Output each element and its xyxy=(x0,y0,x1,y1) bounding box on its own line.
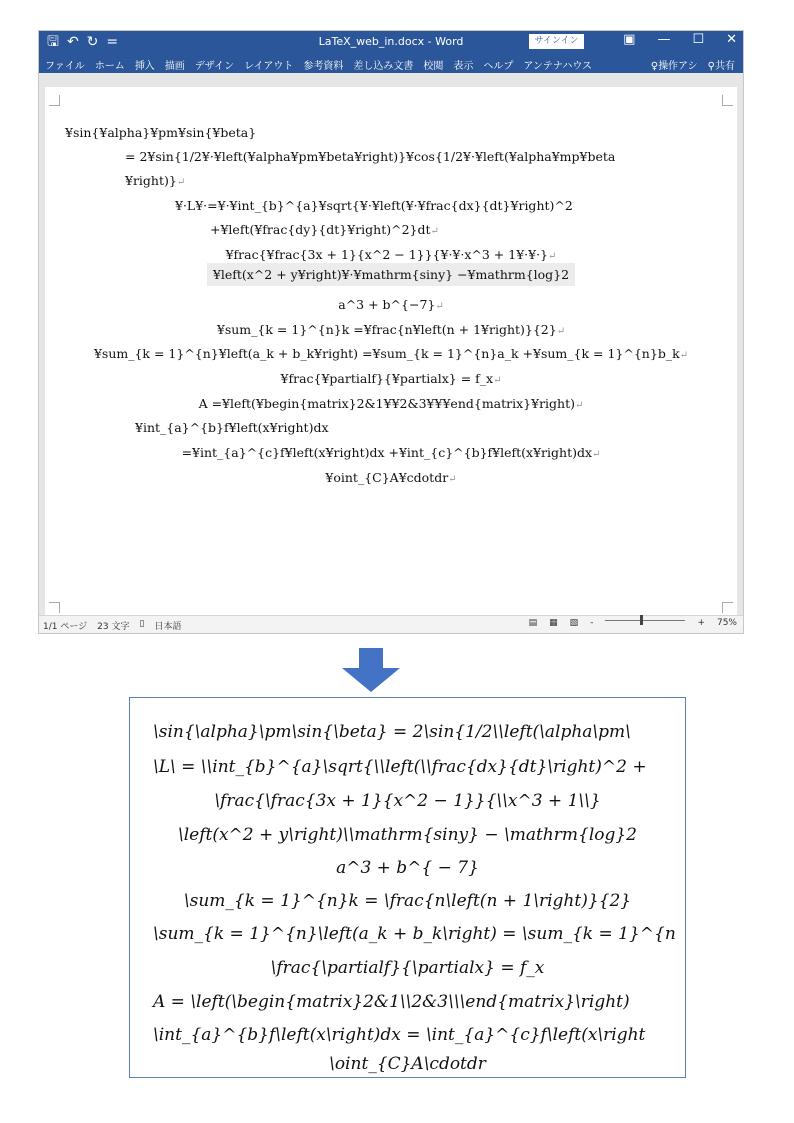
margin-corner-mark xyxy=(722,95,733,106)
document-line: ¥frac{¥partialf}{¥partialx} = f_x↵ xyxy=(280,371,502,386)
output-line: \oint_{C}A\cdotdr xyxy=(329,1054,486,1074)
output-line: \sin{\alpha}\pm\sin{\beta} = 2\sin{1/2\\left(\alpha\pm\ xyxy=(153,722,631,742)
document-line: ¥right)}↵ xyxy=(125,173,186,188)
output-line: \sum_{k = 1}^{n}k = \frac{n\left(n + 1\right)}{2} xyxy=(183,891,632,911)
document-line: ¥oint_{C}A¥cdotdr↵ xyxy=(325,470,457,485)
document-area xyxy=(39,73,743,618)
zoom-slider[interactable] xyxy=(605,620,685,621)
sign-in-button[interactable]: サインイン xyxy=(529,34,584,49)
window-controls xyxy=(623,32,737,47)
page-count[interactable]: 1/1 ページ xyxy=(43,622,88,632)
tab-insert[interactable]: 挿入 xyxy=(134,61,155,72)
window-title: LaTeX_web_in.docx - Word xyxy=(318,35,464,48)
output-line: \sum_{k = 1}^{n}\left(a_k + b_k\right) = \sum_{k = 1}^{n xyxy=(153,924,676,944)
output-line: \L\ = \\int_{b}^{a}\sqrt{\\left(\\frac{dx}{dt}\right)^2 + xyxy=(153,757,647,777)
tab-help[interactable]: ヘルプ xyxy=(483,61,514,72)
save-icon[interactable]: 🖫 xyxy=(47,34,59,50)
proofing-icon[interactable]: ▯ xyxy=(139,619,145,629)
output-line: \left(x^2 + y\right)\\mathrm{siny} − \mathrm{log}2 xyxy=(177,825,638,845)
zoom-out-button[interactable]: - xyxy=(590,618,594,628)
read-mode-icon[interactable]: ▤ xyxy=(528,618,538,628)
close-icon[interactable]: ✕ xyxy=(726,32,737,47)
paragraph-mark: ↵ xyxy=(592,449,601,460)
share-button[interactable]: ⚲共有 xyxy=(707,61,735,72)
tell-me-box[interactable]: ♀操作アシ xyxy=(650,61,698,72)
document-line: ¥sum_{k = 1}^{n}k =¥frac{n¥left(n + 1¥right)}{2}↵ xyxy=(216,322,566,337)
maximize-icon[interactable]: ☐ xyxy=(692,32,705,47)
lightbulb-icon: ♀ xyxy=(650,61,659,72)
paragraph-mark: ↵ xyxy=(435,301,444,312)
person-icon: ⚲ xyxy=(707,61,715,72)
margin-corner-mark xyxy=(49,602,60,613)
output-line: \int_{a}^{b}f\left(x\right)dx = \int_{a}^{c}f\left(x\right xyxy=(153,1025,646,1045)
undo-icon[interactable]: ↶ xyxy=(66,34,79,50)
converted-output-box xyxy=(129,697,686,1078)
margin-corner-mark xyxy=(722,602,733,613)
tab-layout[interactable]: レイアウト xyxy=(244,61,294,72)
output-line: \frac{\partialf}{\partialx} = f_x xyxy=(270,958,545,978)
tab-design[interactable]: デザイン xyxy=(194,61,235,72)
paragraph-mark: ↵ xyxy=(430,226,439,237)
word-count[interactable]: 23 文字 xyxy=(97,622,130,632)
paragraph-mark: ↵ xyxy=(575,400,584,411)
web-layout-icon[interactable]: ▧ xyxy=(569,618,579,628)
tab-antennahouse[interactable]: アンテナハウス xyxy=(523,61,593,72)
output-line: \frac{\frac{3x + 1}{x^2 − 1}}{\\x^3 + 1\\} xyxy=(214,791,601,811)
document-line: A =¥left(¥begin{matrix}2&1¥¥2&3¥¥¥end{matrix}¥right)↵ xyxy=(198,396,584,411)
tab-home[interactable]: ホーム xyxy=(94,61,125,72)
paragraph-mark: ↵ xyxy=(448,474,457,485)
tab-references[interactable]: 参考資料 xyxy=(303,61,344,72)
document-line: ¥sin{¥alpha}¥pm¥sin{¥beta} xyxy=(65,125,257,140)
title-bar xyxy=(39,31,743,53)
document-line: = 2¥sin{1/2¥·¥left(¥alpha¥pm¥beta¥right)}¥cos{1/2¥·¥left(¥alpha¥mp¥beta xyxy=(125,149,616,164)
paragraph-mark: ↵ xyxy=(556,326,566,337)
zoom-level[interactable]: 75% xyxy=(716,618,737,628)
document-page[interactable] xyxy=(45,87,737,619)
tab-review[interactable]: 校閲 xyxy=(423,61,444,72)
tab-view[interactable]: 表示 xyxy=(453,61,474,72)
tab-mailings[interactable]: 差し込み文書 xyxy=(353,61,414,72)
redo-icon[interactable]: ↻ xyxy=(86,34,99,50)
document-line: ¥sum_{k = 1}^{n}¥left(a_k + b_k¥right) =¥sum_{k = 1}^{n}a_k +¥sum_{k = 1}^{n}b_k↵ xyxy=(93,346,689,361)
word-window xyxy=(38,30,744,634)
ribbon-display-icon[interactable]: ▣ xyxy=(623,32,636,47)
ribbon-tabs xyxy=(39,53,743,73)
document-line: ¥·L¥·=¥·¥int_{b}^{a}¥sqrt{¥·¥left(¥·¥frac{dx}{dt}¥right)^2 xyxy=(175,198,573,213)
zoom-slider-thumb[interactable] xyxy=(640,615,643,625)
output-line: A = \left(\begin{matrix}2&1\\2&3\\\end{matrix}\right) xyxy=(153,992,630,1012)
customize-qat-icon[interactable]: = xyxy=(106,34,119,50)
document-line: +¥left(¥frac{dy}{dt}¥right)^2}dt↵ xyxy=(210,222,439,237)
document-line: =¥int_{a}^{c}f¥left(x¥right)dx +¥int_{c}^{b}f¥left(x¥right)dx↵ xyxy=(181,445,601,460)
output-line: a^3 + b^{ − 7} xyxy=(336,858,479,878)
paragraph-mark: ↵ xyxy=(176,177,186,188)
paragraph-mark: ↵ xyxy=(679,350,689,361)
document-line: a^3 + b^{−7}↵ xyxy=(338,297,444,312)
document-line-selected: ¥left(x^2 + y¥right)¥·¥mathrm{siny} −¥mathrm{log}2 xyxy=(45,267,737,282)
print-layout-icon[interactable]: ▦ xyxy=(549,618,558,628)
paragraph-mark: ↵ xyxy=(493,375,502,386)
zoom-in-button[interactable]: + xyxy=(697,618,705,628)
paragraph-mark: ↵ xyxy=(548,251,557,262)
document-line: ¥frac{¥frac{3x + 1}{x^2 − 1}}{¥·¥·x^3 + 1¥·¥·}↵ xyxy=(225,247,557,262)
down-arrow-icon xyxy=(342,648,400,692)
minimize-icon[interactable]: — xyxy=(657,32,671,47)
status-bar xyxy=(39,615,743,633)
tab-draw[interactable]: 描画 xyxy=(164,61,185,72)
margin-corner-mark xyxy=(49,95,60,106)
tab-file[interactable]: ファイル xyxy=(45,61,85,72)
document-line: ¥int_{a}^{b}f¥left(x¥right)dx xyxy=(135,420,329,435)
language-indicator[interactable]: 日本語 xyxy=(154,622,182,632)
